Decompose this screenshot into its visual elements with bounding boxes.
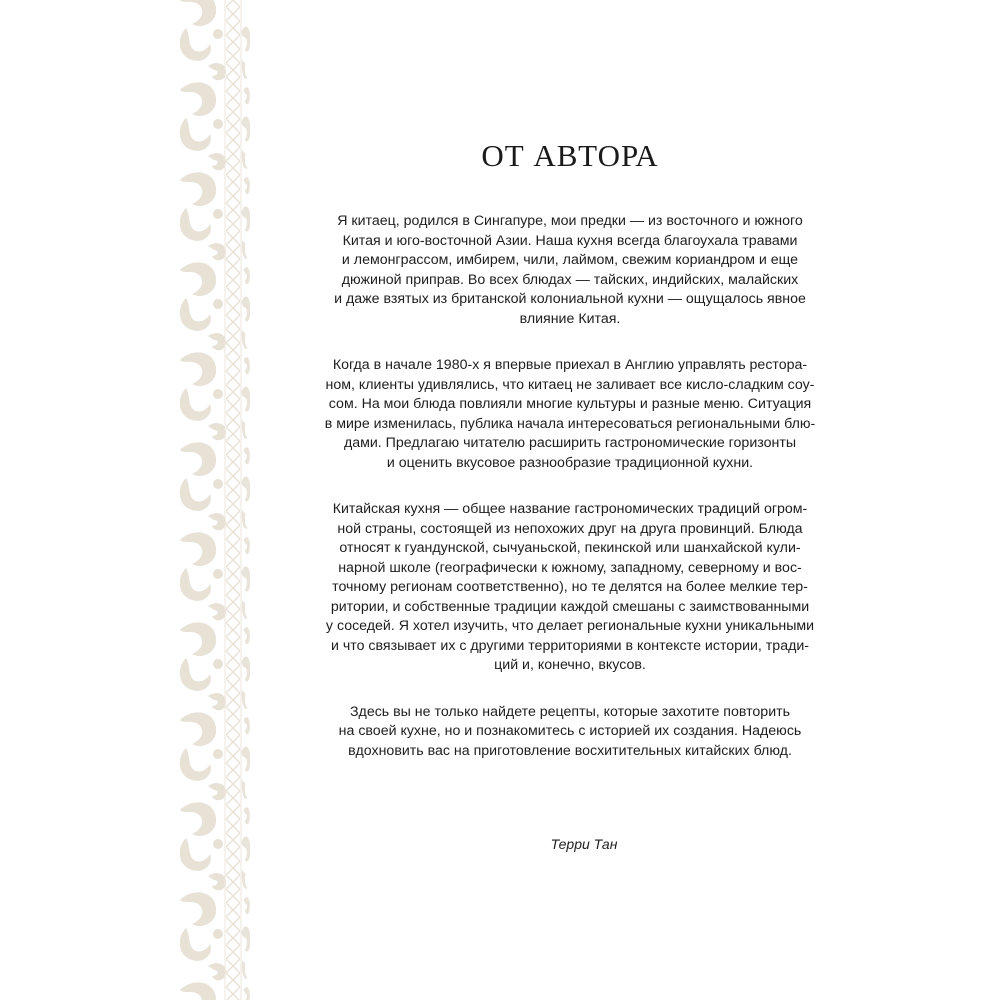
paragraph-4: [300, 703, 840, 762]
floral-ornament-border-icon: [170, 0, 250, 1000]
text-line: и что связывает их с другими территориями в контексте истории, тради-: [330, 637, 810, 654]
text-line: и оценить вкусовое разнообразие традиционной кухни.: [386, 454, 754, 471]
text-line: вдохновить вас на приготовление восхитительных китайских блюд.: [348, 742, 792, 759]
text-line: ций и, конечно, вкусов.: [494, 657, 646, 673]
text-line: Когда в начале 1980-х я впервые приехал в Англию управлять ресторa-: [332, 357, 808, 373]
text-line: и даже взятых из британской колониальной кухни — ощущалось явное: [334, 291, 806, 307]
text-line: относят к гуандунской, сычуаньской, пекинской или шанхайской кули-: [339, 540, 801, 556]
text-line: сом. На мои блюда повлияли многие культуры и разные меню. Ситуация: [328, 396, 812, 412]
text-line: точному регионам соответственно), но те делятся на более мелкие тер-: [332, 579, 808, 595]
paragraph-1: [300, 212, 840, 329]
text-line: дами. Предлагаю читателю расширить гастрономические горизонты: [343, 435, 797, 451]
text-line: Китайская кухня — общее название гастрономических традиций огром-: [332, 501, 808, 517]
page-title: ОТ АВТОРА: [481, 138, 659, 173]
article-body: [300, 212, 840, 788]
paragraph-2: [300, 356, 840, 473]
text-line: на своей кухне, но и познакомитесь с историей их создания. Надеюсь: [338, 723, 802, 739]
author-signature: Терри Тан: [550, 836, 618, 852]
text-line: у соседей. Я хотел изучить, что делает региональные кухни уникальными: [325, 618, 815, 634]
text-line: Я китаец, родился в Сингапуре, мои предки — из восточного и южного: [337, 213, 803, 229]
text-line: Здесь вы не только найдете рецепты, которые захотите повторить: [349, 703, 791, 720]
text-line: ном, клиенты удивлялись, что китаец не заливает все кисло-сладким соу-: [325, 376, 815, 393]
text-line: в мире изменилась, публика начала интересоваться региональными блю-: [324, 415, 816, 432]
paragraph-3: [300, 500, 840, 676]
text-line: и лемонграссом, имбирем, чили, лаймом, свежим кориандром и еще: [341, 252, 799, 268]
text-line: ритории, и собственные традиции каждой смешаны с заимствованными: [330, 598, 810, 615]
text-line: дюжиной приправ. Во всех блюдах — тайских, индийских, малайских: [341, 271, 799, 288]
text-line: ной страны, состоящей из непохожих друг на друга провинций. Блюда: [337, 520, 803, 537]
text-line: нарной школе (географически к южному, западному, северному и вос-: [338, 559, 802, 576]
text-line: влияние Китая.: [519, 310, 621, 327]
text-line: Китая и юго-восточной Азии. Наша кухня всегда благоухала травами: [342, 232, 798, 249]
article: [300, 0, 840, 1000]
